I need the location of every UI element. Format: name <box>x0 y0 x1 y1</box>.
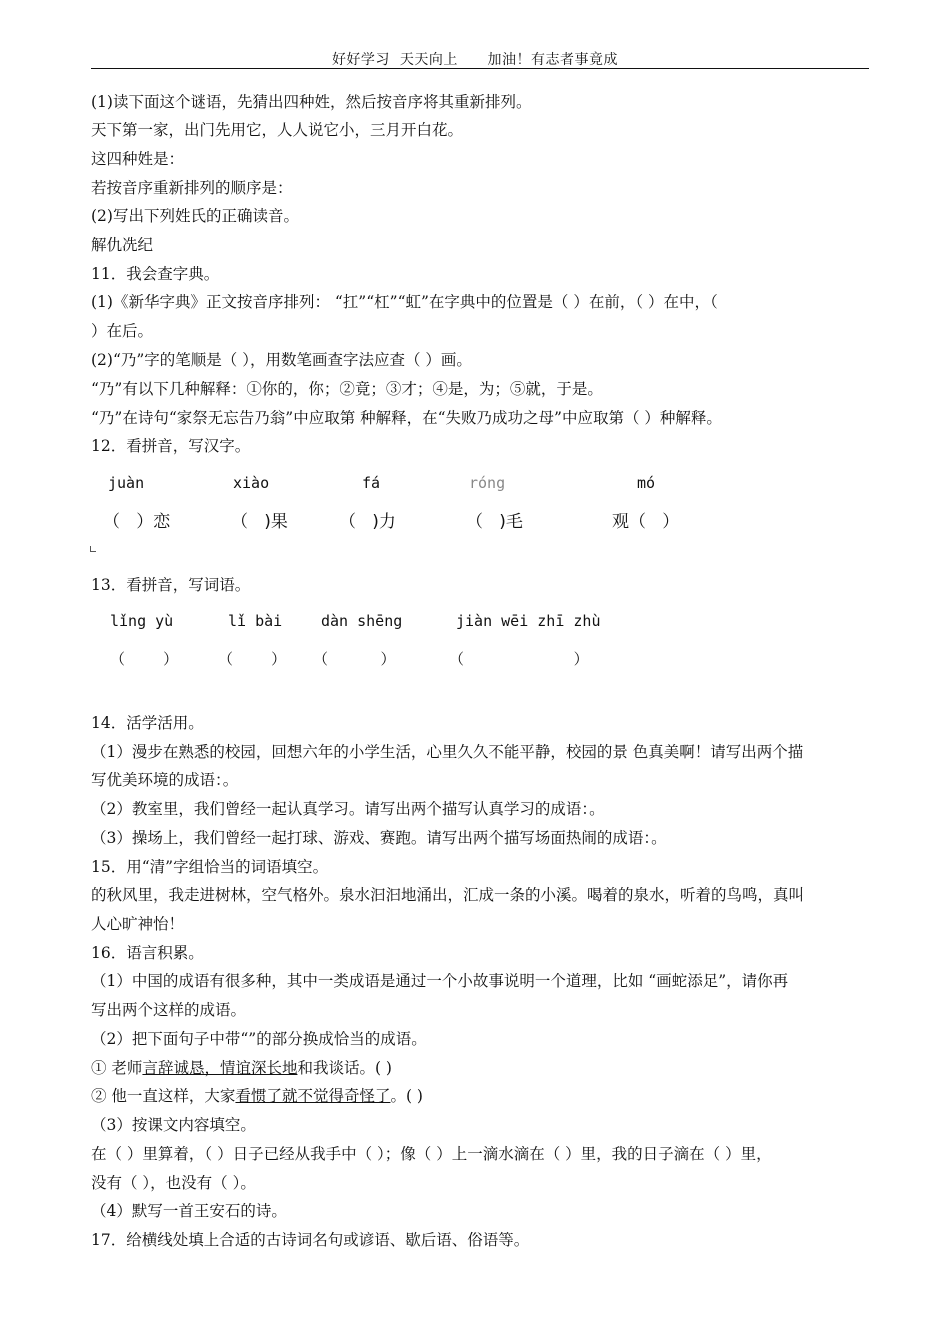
question-14-part3: （3）操场上，我们曾经一起打球、游戏、赛跑。请写出两个描写场面热闹的成语：。 <box>91 829 667 847</box>
question-16-part4: （4）默写一首王安石的诗。 <box>91 1202 287 1220</box>
question-16-part1: （1）中国的成语有很多种，其中一类成语是通过一个小故事说明一个道理，比如 “画蛇添足”，请你再 <box>91 972 789 990</box>
question-14-part1: （1）漫步在熟悉的校园，回想六年的小学生活，心里久久不能平静，校园的景 色真美啊！请写出两个描 <box>91 743 804 761</box>
line-1: (1)读下面这个谜语，先猜出四种姓，然后按音序将其重新排列。 <box>91 93 532 111</box>
header-left-text: 好好学习 天天向上 <box>331 52 458 68</box>
question-11-part1: (1)《新华字典》正文按音序排列： “扛”“杠”“虹”在字典中的位置是（ ）在前，（ ）在中，（ <box>91 293 718 311</box>
pinyin-2: xiào <box>233 474 270 492</box>
word-blank-2: （ ） <box>218 650 287 668</box>
question-11-part2: (2)“乃”字的笔顺是（ ），用数笔画查字法应查（ ）画。 <box>91 351 472 369</box>
blank-5: 观（ ） <box>612 512 680 532</box>
pinyin-1: juàn <box>108 474 145 492</box>
pinyin-word-2: lǐ bài <box>228 612 283 630</box>
question-17-title: 17．给横线处填上合适的古诗词名句或谚语、歇后语、俗语等。 <box>91 1231 530 1249</box>
question-11-part3: “乃”在诗句“家祭无忘告乃翁”中应取第 种解释，在“失败乃成功之母”中应取第（ ）种解释。 <box>91 409 722 427</box>
pinyin-word-4: jiàn wēi zhī zhù <box>456 612 601 630</box>
pinyin-word-3: dàn shēng <box>321 612 403 630</box>
question-16-part3-text: 在（ ）里算着，（ ）日子已经从我手中（ ）；像（ ）上一滴水滴在（ ）里，我的日子滴在（ ）里， <box>91 1145 772 1163</box>
sentence-2: ② 他一直这样，大家看惯了就不觉得奇怪了。( ) <box>91 1087 423 1105</box>
pinyin-3: fá <box>362 474 381 492</box>
question-11-part1-cont: ）在后。 <box>91 322 154 340</box>
word-blank-4: （ ） <box>449 650 589 668</box>
line-four-surnames: 这四种姓是： <box>91 150 185 168</box>
question-16-part1-cont: 写出两个这样的成语。 <box>91 1001 247 1019</box>
question-12-title: 12．看拼音，写汉字。 <box>91 437 251 455</box>
word-blank-1: （ ） <box>110 650 179 668</box>
header-right-text: 加油！有志者事竟成 <box>487 52 619 68</box>
blank-2: （ )果 <box>231 512 288 532</box>
question-15-text-cont: 人心旷神怡！ <box>91 915 185 933</box>
question-11-meanings: “乃”有以下几种解释：①你的，你；②竟；③才；④是，为；⑤就，于是。 <box>91 380 603 398</box>
question-16-part3: （3）按课文内容填空。 <box>91 1116 256 1134</box>
sentence-2-underlined: 看惯了就不觉得奇怪了 <box>235 1087 391 1105</box>
question-14-title: 14．活学活用。 <box>91 714 204 732</box>
pinyin-4: róng <box>469 474 506 492</box>
question-16-part2: （2）把下面句子中带“”的部分换成恰当的成语。 <box>91 1030 427 1048</box>
question-14-part2: （2）教室里，我们曾经一起认真学习。请写出两个描写认真学习的成语：。 <box>91 800 605 818</box>
question-16-title: 16．语言积累。 <box>91 944 204 962</box>
blank-3: （ )力 <box>339 512 396 532</box>
sentence-1-underlined: 言辞诚恳，情谊深长地 <box>142 1059 298 1077</box>
question-13-title: 13．看拼音，写词语。 <box>91 576 251 594</box>
blank-1: （ ）恋 <box>103 512 171 532</box>
paragraph-mark <box>90 546 96 552</box>
line-riddle: 天下第一家，出门先用它，人人说它小，三月开白花。 <box>91 121 464 139</box>
page-header <box>0 49 950 69</box>
question-16-part3-cont: 没有（ ），也没有（ ）。 <box>91 1174 256 1192</box>
line-pronounce: (2)写出下列姓氏的正确读音。 <box>91 207 299 225</box>
header-rule <box>91 68 869 69</box>
blank-4: （ )毛 <box>466 512 523 532</box>
question-11-title: 11．我会查字典。 <box>91 265 220 283</box>
question-15-title: 15．用“清”字组恰当的词语填空。 <box>91 858 329 876</box>
question-14-part1-cont: 写优美环境的成语：。 <box>91 771 239 789</box>
sentence-1: ① 老师言辞诚恳，情谊深长地和我谈话。( ) <box>91 1059 392 1077</box>
pinyin-5: mó <box>637 474 656 492</box>
question-15-text: 的秋风里，我走进树林，空气格外。泉水汩汩地涌出，汇成一条的小溪。喝着的泉水，听着的鸟鸣，真叫 <box>91 886 805 904</box>
line-surnames: 解仇冼纪 <box>91 236 154 254</box>
word-blank-3: （ ） <box>313 650 396 668</box>
pinyin-word-1: lǐng yù <box>110 612 174 630</box>
line-order: 若按音序重新排列的顺序是： <box>91 179 293 197</box>
